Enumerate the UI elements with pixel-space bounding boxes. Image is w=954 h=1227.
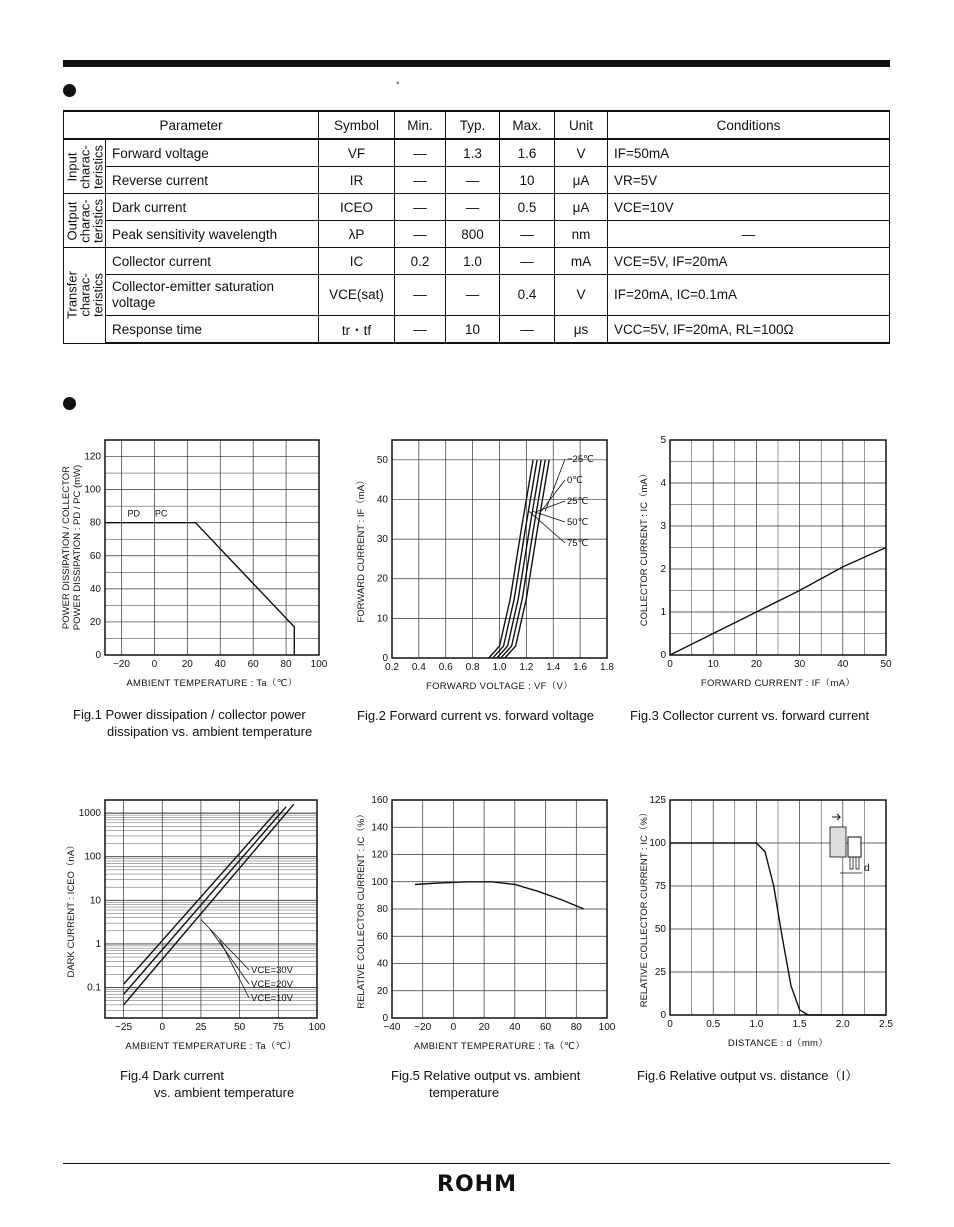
x-tick-label: 100 bbox=[598, 1022, 616, 1033]
x-tick-label: 10 bbox=[707, 659, 719, 670]
cell-parameter: Peak sensitivity wavelength bbox=[106, 221, 319, 248]
cell-typ: 10 bbox=[446, 316, 500, 344]
series-line bbox=[415, 882, 584, 909]
cell-typ: — bbox=[446, 194, 500, 221]
y-tick-label: 120 bbox=[84, 451, 101, 463]
cell-min: 0.2 bbox=[395, 248, 446, 275]
x-tick-label: 1.4 bbox=[546, 662, 561, 673]
cell-typ: 800 bbox=[446, 221, 500, 248]
cell-max: — bbox=[500, 248, 555, 275]
y-tick-label: 120 bbox=[371, 849, 388, 861]
x-tick-label: 1.0 bbox=[749, 1019, 764, 1030]
cell-parameter: Forward voltage bbox=[106, 139, 319, 167]
cell-min: — bbox=[395, 221, 446, 248]
cell-symbol: IC bbox=[319, 248, 395, 275]
y-axis-label: POWER DISSIPATION / COLLECTOR bbox=[61, 465, 72, 630]
x-tick-label: 2.0 bbox=[835, 1019, 850, 1030]
x-tick-label: 1.8 bbox=[600, 662, 614, 673]
plot-frame bbox=[105, 440, 319, 655]
cell-min: — bbox=[395, 194, 446, 221]
cell-symbol: λP bbox=[319, 221, 395, 248]
x-tick-label: 1.5 bbox=[792, 1019, 807, 1030]
y-tick-label: 20 bbox=[376, 985, 388, 997]
y-tick-label: 40 bbox=[376, 494, 388, 506]
y-tick-label: 10 bbox=[376, 613, 388, 625]
table-header-row bbox=[64, 111, 890, 139]
cell-conditions: VR=5V bbox=[608, 167, 890, 194]
series-label: 75℃ bbox=[567, 538, 589, 549]
y-tick-label: 1000 bbox=[78, 808, 101, 820]
x-axis-label: AMBIENT TEMPERATURE : Ta（℃） bbox=[125, 1041, 297, 1052]
cell-conditions: VCC=5V, IF=20mA, RL=100Ω bbox=[608, 316, 890, 344]
x-axis-label: FORWARD VOLTAGE : VF（V） bbox=[426, 681, 573, 692]
fig6-chart bbox=[628, 790, 898, 1055]
y-tick-label: 0 bbox=[95, 650, 101, 661]
cell-max: — bbox=[500, 316, 555, 344]
cell-parameter: Collector-emitter saturation voltage bbox=[106, 275, 319, 316]
cell-min: — bbox=[395, 167, 446, 194]
y-tick-label: 0 bbox=[660, 650, 666, 661]
cell-conditions: IF=50mA bbox=[608, 139, 890, 167]
cell-max: 10 bbox=[500, 167, 555, 194]
series-label: VCE=30V bbox=[251, 964, 293, 976]
header-unit: Unit bbox=[555, 111, 608, 139]
y-tick-label: 10 bbox=[89, 895, 101, 907]
y-tick-label: 25 bbox=[654, 967, 666, 978]
y-tick-label: 0 bbox=[660, 1010, 666, 1021]
inset-lead bbox=[850, 857, 853, 869]
group-input bbox=[64, 139, 106, 194]
x-tick-label: 0.5 bbox=[706, 1019, 721, 1030]
grid bbox=[392, 800, 607, 1018]
label-pd: PD bbox=[127, 508, 140, 519]
y-tick-label: 100 bbox=[371, 876, 388, 888]
x-tick-label: 0.6 bbox=[438, 662, 453, 673]
group-label: Transfer charac- teristics bbox=[64, 271, 105, 320]
degree-mark: ° bbox=[396, 80, 400, 90]
series-label: VCE=20V bbox=[251, 978, 293, 990]
x-tick-label: 0 bbox=[667, 659, 673, 670]
cell-parameter: Collector current bbox=[106, 248, 319, 275]
y-axis-label: COLLECTOR CURRENT : IC（mA） bbox=[639, 468, 650, 627]
caption-line: Fig.6 Relative output vs. distance（I） bbox=[637, 1068, 859, 1083]
x-tick-label: 0.4 bbox=[411, 662, 426, 673]
x-tick-label: 0 bbox=[159, 1022, 166, 1033]
y-axis-label: FORWARD CURRENT : IF（mA） bbox=[356, 475, 367, 623]
x-tick-label: 50 bbox=[880, 659, 892, 670]
y-tick-label: 5 bbox=[660, 435, 666, 446]
x-tick-label: −20 bbox=[112, 659, 130, 670]
header-typ: Typ. bbox=[446, 111, 500, 139]
x-tick-label: 100 bbox=[310, 659, 328, 670]
fig4-caption bbox=[120, 1067, 294, 1101]
cell-unit: μs bbox=[555, 316, 608, 344]
x-tick-label: −25 bbox=[115, 1022, 133, 1033]
header-min: Min. bbox=[395, 111, 446, 139]
fig5-caption bbox=[391, 1067, 580, 1101]
header-parameter: Parameter bbox=[64, 111, 319, 139]
leader-line bbox=[201, 920, 249, 970]
x-axis-label: DISTANCE : d（mm） bbox=[727, 1038, 829, 1049]
caption-line: temperature bbox=[429, 1085, 500, 1100]
y-tick-label: 20 bbox=[376, 573, 388, 585]
x-tick-label: −40 bbox=[383, 1022, 401, 1033]
inset-arrow bbox=[832, 814, 840, 820]
inset-label: d bbox=[864, 863, 870, 874]
cell-min: — bbox=[395, 139, 446, 167]
cell-typ: — bbox=[446, 167, 500, 194]
y-tick-label: 140 bbox=[371, 822, 388, 834]
caption-line: Fig.3 Collector current vs. forward current bbox=[630, 708, 870, 723]
section-bullet-curves bbox=[63, 397, 76, 410]
table-row bbox=[64, 248, 890, 275]
y-axis-label: POWER DISSIPATION : PD / PC (mW) bbox=[72, 464, 83, 631]
cell-unit: V bbox=[555, 139, 608, 167]
group-output bbox=[64, 194, 106, 248]
series-label: VCE=10V bbox=[251, 992, 293, 1004]
cell-max: 1.6 bbox=[500, 139, 555, 167]
caption-line: Fig.1 Power dissipation / collector power bbox=[73, 707, 306, 722]
y-tick-label: 50 bbox=[376, 454, 388, 466]
y-axis-label: RELATIVE COLLECTOR CURRENT : IC（%） bbox=[639, 807, 650, 1008]
x-tick-label: 80 bbox=[570, 1022, 582, 1033]
inset-sensor bbox=[848, 837, 861, 857]
table-row bbox=[64, 139, 890, 167]
caption-line: Fig.4 Dark current bbox=[120, 1068, 225, 1083]
header-symbol: Symbol bbox=[319, 111, 395, 139]
fig5-chart bbox=[345, 790, 620, 1055]
cell-unit: mA bbox=[555, 248, 608, 275]
x-tick-label: 30 bbox=[794, 659, 806, 670]
fig3-caption bbox=[630, 707, 869, 724]
x-tick-label: 40 bbox=[837, 659, 849, 670]
group-transfer bbox=[64, 248, 106, 344]
series-label: −25℃ bbox=[567, 454, 594, 465]
fig1-caption bbox=[73, 706, 312, 740]
y-tick-label: 60 bbox=[89, 550, 101, 562]
caption-line: vs. ambient temperature bbox=[154, 1085, 295, 1100]
x-tick-label: 20 bbox=[478, 1022, 490, 1033]
cell-max: 0.4 bbox=[500, 275, 555, 316]
table-row bbox=[64, 167, 890, 194]
grid bbox=[670, 440, 886, 655]
cell-symbol: tr・tf bbox=[319, 316, 395, 344]
cell-unit: μA bbox=[555, 194, 608, 221]
table-row bbox=[64, 221, 890, 248]
y-tick-label: 20 bbox=[89, 616, 101, 628]
x-tick-label: 100 bbox=[308, 1022, 326, 1033]
y-tick-label: 1 bbox=[95, 938, 101, 950]
y-tick-label: 100 bbox=[84, 484, 101, 496]
fig2-caption bbox=[357, 707, 594, 724]
cell-parameter: Response time bbox=[106, 316, 319, 344]
characteristics-table bbox=[63, 110, 890, 344]
footer-rule bbox=[63, 1163, 890, 1164]
x-tick-label: −20 bbox=[414, 1022, 432, 1033]
table-row bbox=[64, 275, 890, 316]
y-tick-label: 4 bbox=[660, 478, 666, 489]
cell-unit: V bbox=[555, 275, 608, 316]
cell-conditions: VCE=5V, IF=20mA bbox=[608, 248, 890, 275]
fig2-chart bbox=[345, 430, 620, 695]
x-tick-label: 20 bbox=[750, 659, 762, 670]
cell-conditions: IF=20mA, IC=0.1mA bbox=[608, 275, 890, 316]
x-tick-label: 0 bbox=[450, 1022, 457, 1033]
cell-min: — bbox=[395, 275, 446, 316]
x-tick-label: 0 bbox=[151, 659, 158, 670]
y-tick-label: 60 bbox=[376, 931, 388, 943]
y-tick-label: 3 bbox=[660, 521, 666, 532]
x-tick-label: 2.5 bbox=[879, 1019, 893, 1030]
x-tick-label: 0 bbox=[667, 1019, 673, 1030]
x-tick-label: 75 bbox=[272, 1022, 284, 1033]
x-tick-label: 0.8 bbox=[465, 662, 480, 673]
inset-lead bbox=[856, 857, 859, 869]
leader-line bbox=[210, 930, 249, 984]
y-tick-label: 30 bbox=[376, 534, 388, 546]
cell-conditions: — bbox=[608, 221, 890, 248]
x-axis-label: FORWARD CURRENT : IF（mA） bbox=[700, 678, 856, 689]
x-tick-label: 20 bbox=[181, 659, 193, 670]
caption-line: Fig.5 Relative output vs. ambient bbox=[391, 1068, 581, 1083]
cell-symbol: ICEO bbox=[319, 194, 395, 221]
y-tick-label: 80 bbox=[376, 904, 388, 915]
x-tick-label: 1.0 bbox=[492, 662, 507, 673]
x-tick-label: 25 bbox=[195, 1022, 207, 1033]
inset-shield bbox=[830, 827, 846, 857]
x-tick-label: 60 bbox=[540, 1022, 552, 1033]
caption-line: dissipation vs. ambient temperature bbox=[107, 724, 313, 739]
y-tick-label: 40 bbox=[89, 583, 101, 595]
grid bbox=[105, 440, 319, 655]
series-label: 50℃ bbox=[567, 517, 589, 528]
cell-symbol: VCE(sat) bbox=[319, 275, 395, 316]
x-axis-label: AMBIENT TEMPERATURE : Ta（℃） bbox=[126, 678, 298, 689]
grid bbox=[670, 800, 886, 1015]
top-rule bbox=[63, 60, 890, 67]
header-max: Max. bbox=[500, 111, 555, 139]
cell-symbol: VF bbox=[319, 139, 395, 167]
y-tick-label: 0 bbox=[382, 653, 388, 664]
y-tick-label: 160 bbox=[371, 795, 388, 806]
group-label: Input charac- teristics bbox=[64, 144, 105, 189]
grid bbox=[392, 440, 607, 658]
cell-parameter: Dark current bbox=[106, 194, 319, 221]
leader-line bbox=[533, 511, 565, 522]
y-tick-label: 40 bbox=[376, 958, 388, 970]
fig1-chart bbox=[55, 430, 335, 695]
x-tick-label: 50 bbox=[234, 1022, 246, 1033]
y-tick-label: 100 bbox=[84, 851, 101, 863]
y-tick-label: 100 bbox=[649, 838, 666, 849]
cell-max: 0.5 bbox=[500, 194, 555, 221]
x-tick-label: 60 bbox=[247, 659, 259, 670]
cell-unit: μA bbox=[555, 167, 608, 194]
header-conditions: Conditions bbox=[608, 111, 890, 139]
table-row bbox=[64, 316, 890, 344]
cell-typ: 1.0 bbox=[446, 248, 500, 275]
x-tick-label: 1.2 bbox=[519, 662, 534, 673]
section-bullet-characteristics bbox=[63, 84, 76, 97]
x-tick-label: 40 bbox=[214, 659, 226, 670]
cell-conditions: VCE=10V bbox=[608, 194, 890, 221]
y-tick-label: 2 bbox=[660, 564, 666, 575]
y-tick-label: 50 bbox=[654, 924, 666, 935]
cell-unit: nm bbox=[555, 221, 608, 248]
x-tick-label: 40 bbox=[509, 1022, 521, 1033]
table-row bbox=[64, 194, 890, 221]
fig3-chart bbox=[628, 430, 898, 695]
series-label: 25℃ bbox=[567, 496, 589, 507]
logo-text: ROHM bbox=[437, 1172, 517, 1194]
cell-parameter: Reverse current bbox=[106, 167, 319, 194]
rohm-logo bbox=[432, 1172, 522, 1194]
y-tick-label: 80 bbox=[89, 517, 101, 529]
cell-max: — bbox=[500, 221, 555, 248]
inset-diagram bbox=[830, 814, 870, 874]
y-tick-label: 1 bbox=[660, 607, 666, 618]
y-tick-label: 0 bbox=[382, 1013, 388, 1024]
y-tick-label: 75 bbox=[654, 881, 666, 892]
cell-min: — bbox=[395, 316, 446, 344]
group-label: Output charac- teristics bbox=[64, 198, 105, 243]
cell-typ: 1.3 bbox=[446, 139, 500, 167]
y-axis-label: DARK CURRENT : ICEO（nA） bbox=[66, 840, 77, 978]
y-tick-label: 0.1 bbox=[87, 982, 101, 994]
fig4-chart bbox=[55, 790, 335, 1055]
cell-typ: — bbox=[446, 275, 500, 316]
caption-line: Fig.2 Forward current vs. forward voltage bbox=[357, 708, 594, 723]
y-tick-label: 125 bbox=[649, 795, 666, 806]
x-tick-label: 0.2 bbox=[385, 662, 399, 673]
x-tick-label: 80 bbox=[280, 659, 292, 670]
series-label: 0℃ bbox=[567, 475, 583, 486]
label-pc: PC bbox=[154, 508, 168, 519]
x-axis-label: AMBIENT TEMPERATURE : Ta（℃） bbox=[413, 1041, 586, 1052]
y-axis-label: RELATIVE COLLECTOR CURRENT : IC（%） bbox=[356, 809, 367, 1009]
cell-symbol: IR bbox=[319, 167, 395, 194]
fig6-caption bbox=[637, 1067, 858, 1084]
x-tick-label: 1.6 bbox=[573, 662, 588, 673]
